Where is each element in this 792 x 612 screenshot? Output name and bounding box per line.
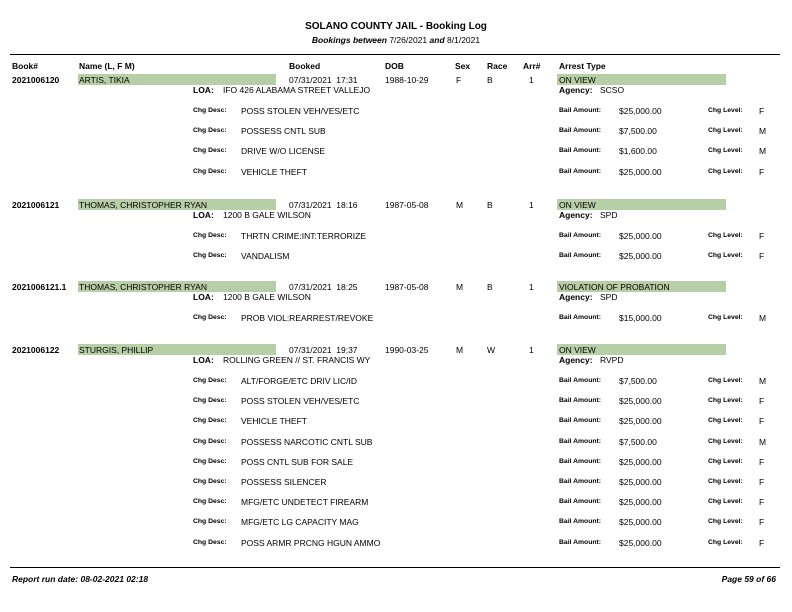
bail-amount: $15,000.00 [619, 313, 662, 323]
location-of-arrest: IFO 426 ALABAMA STREET VALLEJO [223, 85, 371, 95]
location-of-arrest: 1200 B GALE WILSON [223, 210, 311, 220]
col-booked: Booked [289, 61, 321, 71]
bail-amount: $25,000.00 [619, 416, 662, 427]
col-arrest-type: Arrest Type [559, 61, 606, 71]
charge-description: VANDALISM [241, 251, 290, 262]
charge-level: F [759, 477, 765, 487]
col-race: Race [487, 61, 508, 71]
charge-description: THRTN CRIME:INT:TERRORIZE [241, 231, 366, 241]
race: B [487, 282, 493, 292]
sex: M [456, 200, 464, 210]
bail-amount-label: Bail Amount: [559, 478, 602, 485]
page-number: Page 59 of 66 [721, 574, 776, 584]
chg-desc-label: Chg Desc: [193, 518, 227, 526]
chg-desc-label: Chg Desc: [193, 147, 227, 155]
date-of-birth: 1990-03-25 [385, 345, 429, 355]
bail-amount: $7,500.00 [619, 126, 657, 137]
bail-amount: $7,500.00 [619, 436, 657, 447]
charge-level: M [759, 146, 767, 157]
charge-description: POSSESS NARCOTIC CNTL SUB [241, 436, 373, 447]
charge-description: POSS CNTL SUB FOR SALE [241, 456, 354, 467]
charge-description: VEHICLE THEFT [241, 166, 307, 177]
charge-description: PROB VIOL:REARREST/REVOKE [241, 313, 374, 323]
chg-desc-label: Chg Desc: [193, 397, 227, 405]
agency-label: Agency: [559, 85, 593, 95]
location-of-arrest: ROLLING GREEN // ST. FRANCIS WY [223, 355, 371, 365]
bail-amount: $25,000.00 [619, 396, 662, 407]
bail-amount-label: Bail Amount: [559, 252, 602, 260]
sex: M [456, 282, 464, 292]
chg-desc-label: Chg Desc: [193, 167, 227, 175]
charge-level: F [759, 416, 765, 427]
chg-level-label: Chg Level: [708, 417, 743, 425]
agency-label: Agency: [559, 355, 593, 365]
chg-level-label: Chg Level: [708, 127, 743, 135]
chg-level-label: Chg Level: [708, 457, 743, 465]
bail-amount: $25,000.00 [619, 106, 662, 116]
report-title: SOLANO COUNTY JAIL - Booking Log [305, 21, 487, 32]
chg-level-label: Chg Level: [708, 518, 743, 526]
bail-amount-label: Bail Amount: [559, 127, 602, 135]
start-date: 7/26/2021 [389, 35, 428, 45]
chg-level-label: Chg Level: [708, 538, 743, 546]
charge-description: POSSESS CNTL SUB [241, 126, 326, 137]
agency-label: Agency: [559, 210, 593, 220]
bail-amount: $7,500.00 [619, 376, 657, 386]
chg-desc-label: Chg Desc: [193, 377, 227, 384]
loa-label: LOA: [193, 210, 214, 220]
chg-desc-label: Chg Desc: [193, 127, 227, 135]
agency: SPD [600, 292, 618, 302]
bail-amount: $25,000.00 [619, 231, 662, 241]
arrest-type: ON VIEW [559, 200, 596, 210]
location-of-arrest: 1200 B GALE WILSON [223, 292, 311, 302]
report-subtitle [0, 35, 792, 45]
bail-amount: $25,000.00 [619, 477, 662, 487]
charge-description: POSS STOLEN VEH/VES/ETC [241, 106, 360, 116]
header-rule [10, 54, 780, 55]
chg-level-label: Chg Level: [708, 107, 743, 114]
race: B [487, 200, 493, 210]
charge-level: F [759, 456, 765, 467]
bail-amount: $25,000.00 [619, 166, 662, 177]
bail-amount-label: Bail Amount: [559, 498, 602, 506]
charge-level: M [759, 376, 767, 386]
chg-level-label: Chg Level: [708, 478, 743, 485]
chg-desc-label: Chg Desc: [193, 417, 227, 425]
date-of-birth: 1987-05-08 [385, 282, 429, 292]
charge-description: POSS ARMR PRCNG HGUN AMMO [241, 537, 381, 548]
charge-level: M [759, 313, 767, 323]
inmate-name: STURGIS, PHILLIP [79, 345, 154, 355]
race: B [487, 75, 493, 85]
sex: F [456, 75, 462, 85]
booked-datetime: 07/31/2021 17:31 [289, 75, 358, 85]
col-sex: Sex [455, 61, 471, 71]
inmate-name: ARTIS, TIKIA [79, 75, 130, 85]
bail-amount: $25,000.00 [619, 251, 662, 262]
agency: RVPD [600, 355, 624, 365]
arrest-number: 1 [529, 282, 534, 292]
chg-desc-label: Chg Desc: [193, 437, 227, 445]
bail-amount: $25,000.00 [619, 456, 662, 467]
subtitle-prefix: Bookings between [311, 35, 387, 45]
inmate-name: THOMAS, CHRISTOPHER RYAN [79, 282, 207, 292]
arrest-number: 1 [529, 200, 534, 210]
bail-amount-label: Bail Amount: [559, 437, 602, 445]
chg-desc-label: Chg Desc: [193, 478, 227, 485]
chg-level-label: Chg Level: [708, 167, 743, 175]
agency-label: Agency: [559, 292, 593, 302]
chg-level-label: Chg Level: [708, 437, 743, 445]
arrest-number: 1 [529, 75, 534, 85]
booked-datetime: 07/31/2021 18:25 [289, 282, 358, 292]
loa-label: LOA: [193, 355, 214, 365]
loa-label: LOA: [193, 292, 214, 302]
bail-amount-label: Bail Amount: [559, 417, 602, 425]
charge-description: DRIVE W/O LICENSE [241, 146, 326, 157]
bail-amount-label: Bail Amount: [559, 147, 602, 155]
booked-datetime: 07/31/2021 18:16 [289, 200, 358, 210]
charge-description: VEHICLE THEFT [241, 416, 307, 427]
bail-amount-label: Bail Amount: [559, 232, 602, 239]
race: W [487, 345, 496, 355]
chg-level-label: Chg Level: [708, 498, 743, 506]
bail-amount: $25,000.00 [619, 517, 662, 528]
charge-level: F [759, 231, 765, 241]
arrest-type: VIOLATION OF PROBATION [559, 282, 670, 292]
loa-label: LOA: [193, 85, 214, 95]
booked-datetime: 07/31/2021 19:37 [289, 345, 358, 355]
date-of-birth: 1987-05-08 [385, 200, 429, 210]
col-arr: Arr# [523, 61, 541, 71]
chg-desc-label: Chg Desc: [193, 107, 227, 114]
bail-amount-label: Bail Amount: [559, 457, 602, 465]
booking-number: 2021006121 [12, 200, 60, 210]
chg-desc-label: Chg Desc: [193, 252, 227, 260]
bail-amount-label: Bail Amount: [559, 538, 602, 546]
bail-amount-label: Bail Amount: [559, 397, 602, 405]
bail-amount-label: Bail Amount: [559, 377, 602, 384]
chg-level-label: Chg Level: [708, 232, 743, 239]
sex: M [456, 345, 464, 355]
inmate-name: THOMAS, CHRISTOPHER RYAN [79, 200, 207, 210]
chg-level-label: Chg Level: [708, 397, 743, 405]
col-book: Book# [12, 61, 38, 71]
footer-rule [10, 567, 780, 568]
end-date: 8/1/2021 [447, 35, 481, 45]
report-run-date: Report run date: 08-02-2021 02:18 [12, 574, 149, 584]
bail-amount-label: Bail Amount: [559, 167, 602, 175]
charge-level: F [759, 517, 765, 528]
col-name: Name (L, F M) [79, 61, 135, 71]
charge-description: ALT/FORGE/ETC DRIV LIC/ID [241, 376, 358, 386]
chg-level-label: Chg Level: [708, 377, 743, 384]
charge-level: F [759, 106, 765, 116]
agency: SCSO [600, 85, 625, 95]
bail-amount: $25,000.00 [619, 537, 662, 548]
bail-amount: $25,000.00 [619, 497, 662, 508]
booking-number: 2021006122 [12, 345, 60, 355]
bail-amount: $1,600.00 [619, 146, 657, 157]
agency: SPD [600, 210, 618, 220]
chg-desc-label: Chg Desc: [193, 314, 227, 321]
bail-amount-label: Bail Amount: [559, 518, 602, 526]
chg-desc-label: Chg Desc: [193, 538, 227, 546]
charge-level: F [759, 166, 765, 177]
charge-level: F [759, 497, 765, 508]
charge-level: M [759, 436, 767, 447]
charge-description: POSS STOLEN VEH/VES/ETC [241, 396, 360, 407]
chg-level-label: Chg Level: [708, 147, 743, 155]
booking-number: 2021006121.1 [12, 282, 67, 292]
arrest-number: 1 [529, 345, 534, 355]
charge-description: MFG/ETC LG CAPACITY MAG [241, 517, 359, 528]
date-of-birth: 1988-10-29 [385, 75, 429, 85]
charge-description: POSSESS SILENCER [241, 477, 327, 487]
charge-description: MFG/ETC UNDETECT FIREARM [241, 497, 369, 508]
chg-level-label: Chg Level: [708, 252, 743, 260]
chg-desc-label: Chg Desc: [193, 232, 227, 239]
col-dob: DOB [385, 61, 404, 71]
booking-number: 2021006120 [12, 75, 60, 85]
chg-desc-label: Chg Desc: [193, 498, 227, 506]
chg-level-label: Chg Level: [708, 314, 743, 321]
charge-level: F [759, 537, 765, 548]
charge-level: M [759, 126, 767, 137]
arrest-type: ON VIEW [559, 345, 596, 355]
arrest-type: ON VIEW [559, 75, 596, 85]
charge-level: F [759, 251, 765, 262]
bail-amount-label: Bail Amount: [559, 107, 602, 114]
charge-level: F [759, 396, 765, 407]
chg-desc-label: Chg Desc: [193, 457, 227, 465]
bail-amount-label: Bail Amount: [559, 314, 602, 321]
subtitle-and: and [429, 35, 445, 45]
